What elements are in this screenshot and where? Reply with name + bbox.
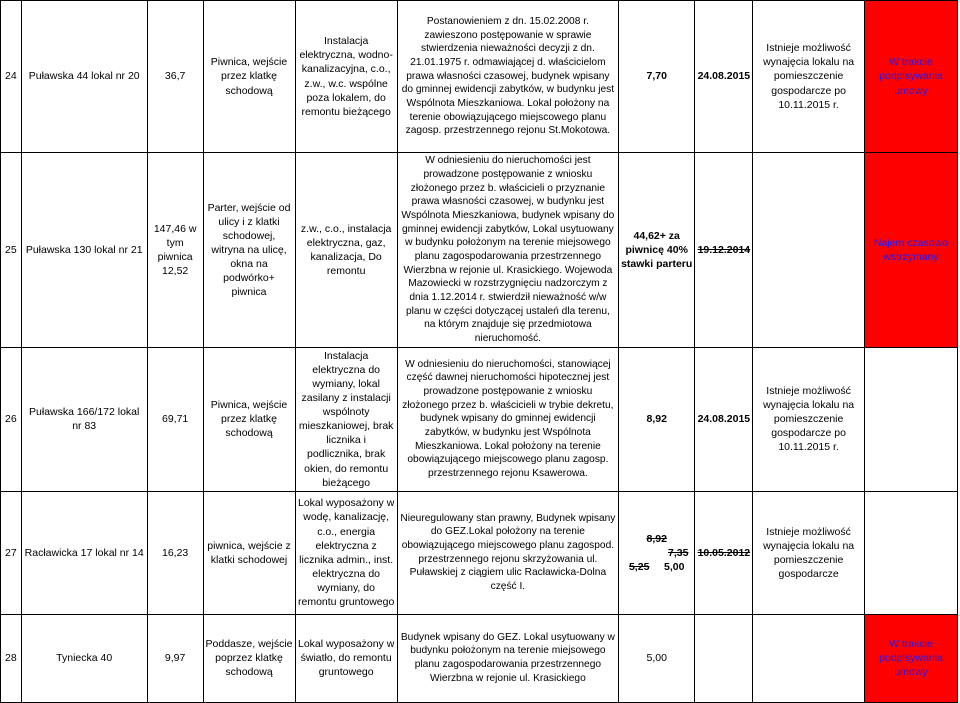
table-row	[1, 1, 958, 153]
table-row	[1, 491, 958, 614]
description-cell: W odniesieniu do nieruchomości, stanowiącej część dawnej nieruchomości hipotecznej jest prowadzone postępowanie z wniosku złożonego przez b. właścicieli w trybie dekretu, budynek wpisany do gminnej ewidencji zabytków, w budynku jest Wspólnota Mieszkaniowa. Lokal położony na terenie obowiązującego miejscowego planu zagosp. przestrzennego rejonu Ksawerowa.	[397, 348, 618, 492]
entrance-cell: Piwnica, wejście przez klatkę schodową	[203, 1, 295, 153]
possibility-cell	[753, 614, 865, 702]
entrance-cell: Piwnica, wejście przez klatkę schodową	[203, 348, 295, 492]
rate-old-b: 7,35	[668, 546, 689, 559]
area-cell: 9,97	[147, 614, 203, 702]
utilities-cell: Instalacja elektryczna, wodno- kanalizacyjna, c.o., z.w., w.c. wspólne poza lokalem, do remontu bieżącego	[295, 1, 397, 153]
rate-cell: 44,62+ za piwnicę 40% stawki parteru	[618, 153, 694, 348]
table-row	[1, 153, 958, 348]
entrance-cell: Parter, wejście od ulicy i z klatki schodowej, witryna na ulicę, okna na podwórko+ piwnica	[203, 153, 295, 348]
date-cell: 24.08.2015	[695, 348, 753, 492]
lp-cell: 26	[1, 348, 22, 492]
lp-cell: 25	[1, 153, 22, 348]
rate-old-a: 8,92	[646, 532, 667, 545]
area-cell: 36,7	[147, 1, 203, 153]
utilities-cell: Lokal wyposażony w światło, do remontu gruntowego	[295, 614, 397, 702]
date-cell: 19.12.2014	[695, 153, 753, 348]
rate-cell: 8,92	[618, 348, 694, 492]
date-cell	[695, 614, 753, 702]
lp-cell: 24	[1, 1, 22, 153]
status-badge: Najem czasowo wstrzymany	[864, 153, 957, 348]
status-cell	[864, 491, 957, 614]
address-cell: Puławska 130 lokal nr 21	[21, 153, 147, 348]
utilities-cell: Lokal wyposażony w wodę, kanalizację, c.o., energia elektryczna z licznika admin., inst. elektryczna do wymiany, do remontu gruntowego	[295, 491, 397, 614]
entrance-cell: piwnica, wejście z klatki schodowej	[203, 491, 295, 614]
address-cell: Racławicka 17 lokal nr 14	[21, 491, 147, 614]
possibility-cell: Istnieje możliwość wynajęcia lokalu na pomieszczenie gospodarcze po 10.11.2015 r.	[753, 348, 865, 492]
rate-current: 5,00	[664, 560, 685, 573]
area-cell: 16,23	[147, 491, 203, 614]
area-cell: 69,71	[147, 348, 203, 492]
lp-cell: 28	[1, 614, 22, 702]
utilities-cell: z.w., c.o., instalacja elektryczna, gaz, kanalizacja, Do remontu	[295, 153, 397, 348]
status-cell	[864, 348, 957, 492]
lp-cell: 27	[1, 491, 22, 614]
status-badge: W trakcie podpisywania umowy	[864, 614, 957, 702]
description-cell: W odniesieniu do nieruchomości jest prowadzone postępowanie z wniosku złożonego przez b. właścicieli o przyznanie prawa własności czasowej, w budynku jest Wspólnota Mieszkaniowa, budynek wpisany do gminnej ewidencji zabytków, Lokal usytuowany w budynku położonym na terenie miejsowego planu zagospodarowania przestrzennego Wierzbna w rejonie ul. Krasickiego. Wojewoda Mazowiecki w rozstrzygnięciu nadzorczym z dnia 1.12.2014 r. stwierdził nieważność w/w planu w części dotyczącej ustaleń dla terenu, na którym znajduje się przedmiotowa nieruchomość.	[397, 153, 618, 348]
date-cell: 10.05.2012	[695, 491, 753, 614]
description-cell: Budynek wpisany do GEZ. Lokal usytuowany w budynku położonym na terenie miejsowego planu zagospodarowania przestrzennego Wierzbna w rejonie ul. Krasickiego	[397, 614, 618, 702]
rate-cell: 5,00	[618, 614, 694, 702]
entrance-cell: Poddasze, wejście poprzez klatkę schodową	[203, 614, 295, 702]
description-cell: Postanowieniem z dn. 15.02.2008 r. zawieszono postępowanie w sprawie stwierdzenia nieważności decyzji z dn. 21.01.1975 r. odmawiającej d. właścicielom prawa własności czasowej, budynek wpisany do gminnej ewidencji zabytków, w budynku jest Wspólnota Mieszkaniowa. Lokal położony na terenie obowiązującego miejscowego planu zagosp. przestrzennego rejonu St.Mokotowa.	[397, 1, 618, 153]
rate-history-cell	[618, 491, 694, 614]
status-badge: W trakcie podpisywania umowy	[864, 1, 957, 153]
address-cell: Puławska 44 lokal nr 20	[21, 1, 147, 153]
possibility-cell: Istnieje możliwość wynajęcia lokalu na pomieszczenie gospodarcze po 10.11.2015 r.	[753, 1, 865, 153]
possibility-cell: Istnieje możliwość wynajęcia lokalu na pomieszczenie gospodarcze	[753, 491, 865, 614]
description-cell: Nieuregulowany stan prawny, Budynek wpisany do GEZ.Lokal położony na terenie obowiązującego miejscowego planu zagospod. przestrzennego rejonu skrzyżowania ul. Puławskiej z ciągiem ulic Racławicka-Dolna część I.	[397, 491, 618, 614]
rate-old-c: 5,25	[628, 560, 650, 573]
area-cell: 147,46 w tym piwnica 12,52	[147, 153, 203, 348]
table-row	[1, 614, 958, 702]
address-cell: Tyniecka 40	[21, 614, 147, 702]
table-row	[1, 348, 958, 492]
possibility-cell	[753, 153, 865, 348]
address-cell: Puławska 166/172 lokal nr 83	[21, 348, 147, 492]
date-cell: 24.08.2015	[695, 1, 753, 153]
utilities-cell: Instalacja elektryczna do wymiany, lokal zasilany z instalacji wspólnoty mieszkaniowej, brak licznika i podlicznika, brak okien, do remontu bieżącego	[295, 348, 397, 492]
rate-cell: 7,70	[618, 1, 694, 153]
